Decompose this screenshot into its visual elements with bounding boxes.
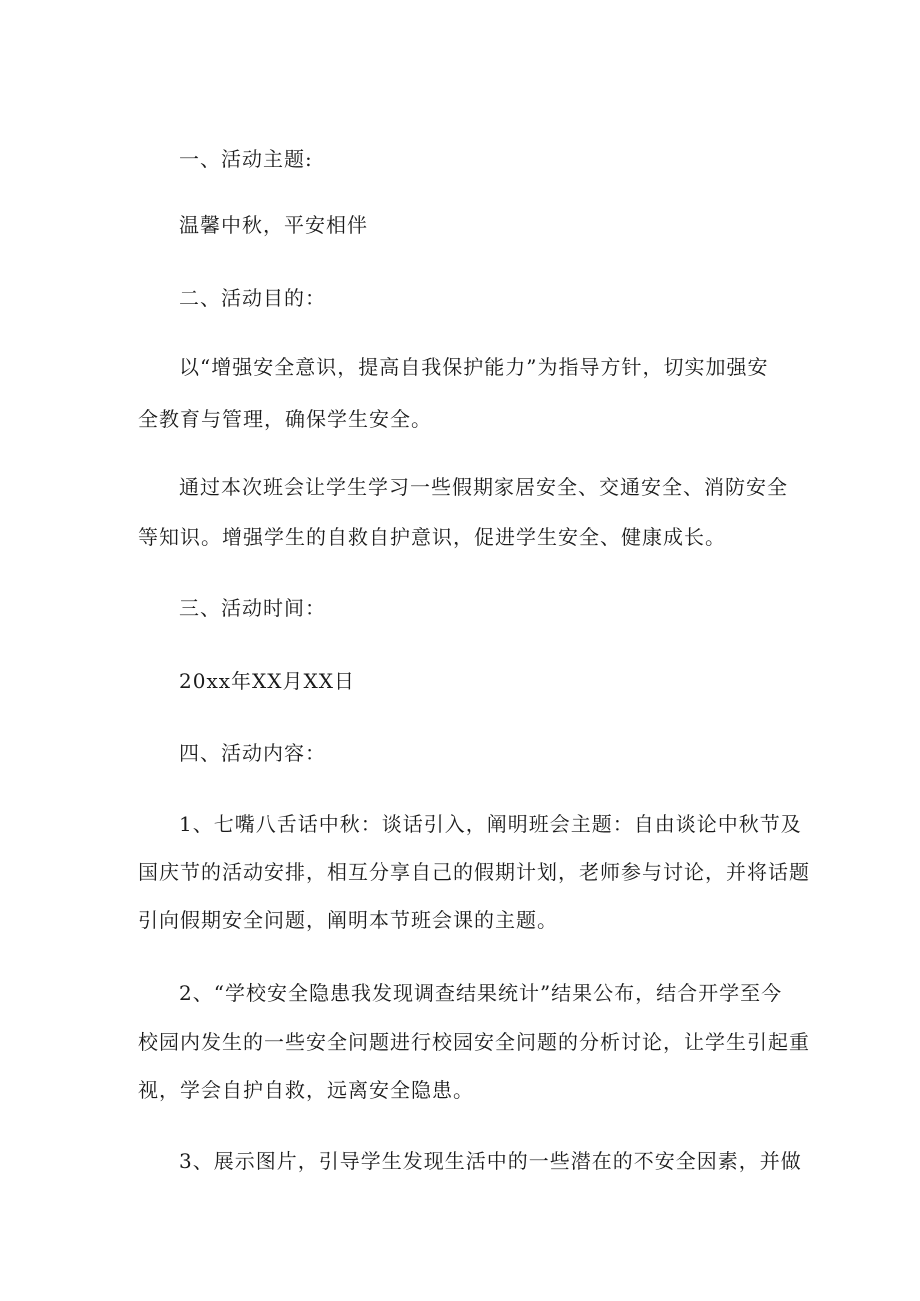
content-item-1-line-2: 国庆节的活动安排，相互分享自己的假期计划，老师参与讨论，并将话题 bbox=[138, 860, 810, 884]
theme-text: 温馨中秋，平安相伴 bbox=[179, 213, 368, 237]
section-heading-time: 三、活动时间： bbox=[179, 596, 326, 620]
purpose-paragraph-1-line-1: 以“增强安全意识，提高自我保护能力”为指导方针，切实加强安 bbox=[179, 355, 769, 379]
content-item-2-line-1: 2、“学校安全隐患我发现调查结果统计”结果公布，结合开学至今 bbox=[179, 981, 783, 1005]
activity-date: 20xx年XX月XX日 bbox=[179, 669, 355, 693]
purpose-paragraph-1-line-2: 全教育与管理，确保学生安全。 bbox=[138, 407, 432, 431]
section-heading-purpose: 二、活动目的： bbox=[179, 286, 326, 310]
purpose-paragraph-2-line-2: 等知识。增强学生的自救自护意识，促进学生安全、健康成长。 bbox=[138, 525, 726, 549]
purpose-paragraph-2-line-1: 通过本次班会让学生学习一些假期家居安全、交通安全、消防安全 bbox=[179, 475, 788, 499]
section-heading-content: 四、活动内容： bbox=[179, 741, 326, 765]
content-item-2-line-2: 校园内发生的一些安全问题进行校园安全问题的分析讨论，让学生引起重 bbox=[138, 1030, 810, 1054]
content-item-2-line-3: 视，学会自护自救，远离安全隐患。 bbox=[138, 1078, 474, 1102]
section-heading-theme: 一、活动主题: bbox=[179, 147, 313, 171]
content-item-1-line-3: 引向假期安全问题，阐明本节班会课的主题。 bbox=[138, 908, 558, 932]
content-item-3-line-1: 3、展示图片，引导学生发现生活中的一些潜在的不安全因素，并做 bbox=[179, 1149, 802, 1173]
content-item-1-line-1: 1、七嘴八舌话中秋：谈话引入，阐明班会主题：自由谈论中秋节及 bbox=[179, 812, 802, 836]
